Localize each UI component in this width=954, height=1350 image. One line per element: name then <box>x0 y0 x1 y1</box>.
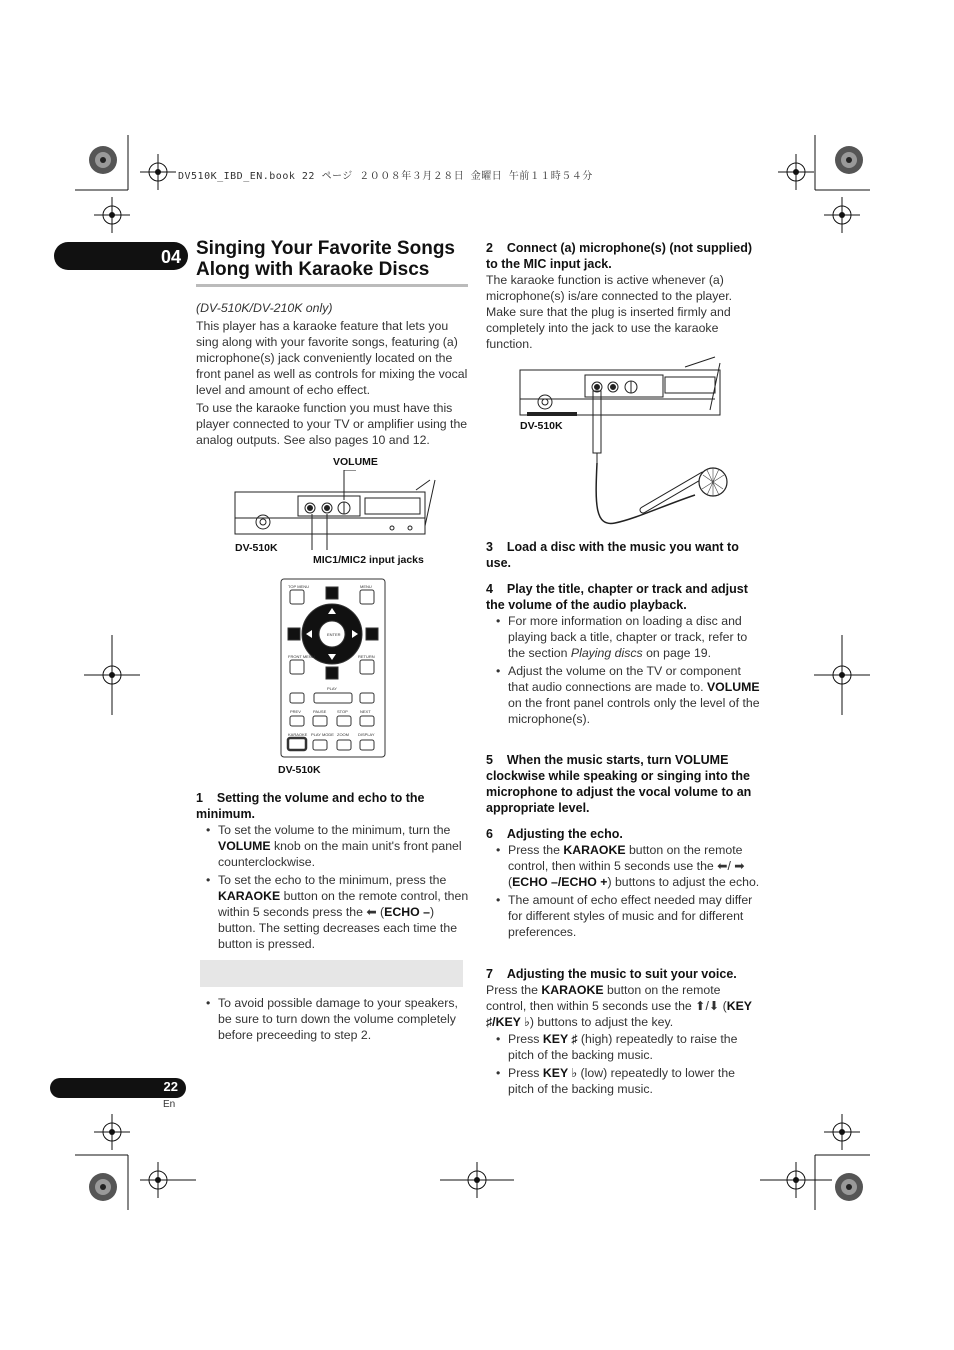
step-6-number: 6 <box>486 827 493 841</box>
step-2-number: 2 <box>486 241 493 255</box>
step-6-heading <box>486 826 758 842</box>
list-item: • The amount of echo effect needed may differ for different styles of music and for different preferences. <box>486 892 760 940</box>
step-3-title: Load a disc with the music you want to use. <box>486 540 739 570</box>
page-number: 22 <box>163 1079 178 1094</box>
list-item: • To set the volume to the minimum, turn the VOLUME knob on the main unit's front panel counterclockwise. <box>196 822 470 870</box>
step-4-title: Play the title, chapter or track and adjust the volume of the audio playback. <box>486 582 748 612</box>
front-panel-illustration <box>230 470 440 550</box>
intro-paragraph-1: This player has a karaoke feature that lets you sing along with your favorite songs, featuring (a) microphone(s) jack conveniently located on the front panel as well as controls for mixing the vocal level and amount of echo effect. <box>196 319 468 397</box>
mic-model-label: DV-510K <box>520 420 563 432</box>
step-1-bullets <box>196 822 470 954</box>
step-3-number: 3 <box>486 540 493 554</box>
page-title: Singing Your Favorite Songs Along with Karaoke Discs <box>196 238 455 280</box>
step-5-title: When the music starts, turn VOLUME clockwise while speaking or singing into the microphone to adjust the vocal volume to an appropriate level. <box>486 753 752 815</box>
remote-next-label: NEXT <box>360 709 371 714</box>
list-item: • Press KEY ♯ (high) repeatedly to raise the pitch of the backing music. <box>486 1031 760 1063</box>
step-2-heading <box>486 240 758 272</box>
remote-control-illustration <box>280 578 386 758</box>
page-number-tab <box>50 1078 186 1098</box>
step-4-heading <box>486 581 758 613</box>
step-2-title: Connect (a) microphone(s) (not supplied) to the MIC input jack. <box>486 241 752 271</box>
print-file-header: DV510K_IBD_EN.book 22 ページ ２００８年３月２８日 金曜日 午前１１時５４分 <box>178 171 593 182</box>
remote-zoom-label: ZOOM <box>337 732 349 737</box>
models-note: (DV-510K/DV-210K only) <box>196 301 333 315</box>
step-7-bullets <box>486 1031 760 1099</box>
title-divider <box>196 284 468 287</box>
caution-header-bar <box>200 960 463 987</box>
step-2-body: The karaoke function is active whenever (a) microphone(s) is/are connected to the player. Make sure that the plug is inserted firmly and completely into the jack to use the karaoke function. <box>486 273 733 351</box>
list-item: • To set the echo to the minimum, press the KARAOKE button on the remote control, then within 5 seconds press the ⬅ (ECHO –) button. The setting decreases each time the button is pressed. <box>196 872 470 952</box>
remote-play-mode-label: PLAY MODE <box>311 732 334 737</box>
chapter-tab <box>54 242 188 270</box>
list-item: • For more information on loading a disc and playing back a title, chapter or track, refer to the section Playing discs on page 19. <box>486 613 760 661</box>
step-7-number: 7 <box>486 967 493 981</box>
step-5-number: 5 <box>486 753 493 767</box>
remote-play-label: PLAY <box>327 686 337 691</box>
remote-pause-label: PAUSE <box>313 709 327 714</box>
step-6-title: Adjusting the echo. <box>506 827 623 841</box>
remote-karaoke-label: KARAOKE <box>288 732 308 737</box>
intro-paragraph-2: To use the karaoke function you must have this player connected to your TV or amplifier using the analog outputs. See also pages 10 and 12. <box>196 401 468 447</box>
remote-model-label: DV-510K <box>278 764 321 776</box>
step-7-heading <box>486 966 758 982</box>
model-label: DV-510K <box>235 542 278 554</box>
step-4-number: 4 <box>486 582 493 596</box>
volume-callout: VOLUME <box>333 456 378 468</box>
step-1-number: 1 <box>196 791 203 805</box>
step-7-title: Adjusting the music to suit your voice. <box>506 967 737 981</box>
remote-return-label: RETURN <box>358 654 375 659</box>
step-4-bullets <box>486 613 760 729</box>
step-7-body: Press the KARAOKE button on the remote control, then within 5 seconds use the ⬆/⬇ (KEY ♯/KEY ♭) buttons to adjust the key. <box>486 983 752 1029</box>
remote-stop-label: STOP <box>337 709 348 714</box>
list-item: • Adjust the volume on the TV or component that audio connections are made to. VOLUME on the front panel controls only the level of the microphone(s). <box>486 663 760 727</box>
remote-display-label: DISPLAY <box>358 732 375 737</box>
list-item: • Press the KARAOKE button on the remote control, then within 5 seconds use the ⬅/ ➡ (ECHO –/ECHO +) buttons to adjust the echo. <box>486 842 760 890</box>
remote-enter-label: ENTER <box>327 632 341 637</box>
list-item: • Press KEY ♭ (low) repeatedly to lower the pitch of the backing music. <box>486 1065 760 1097</box>
mic-jacks-callout: MIC1/MIC2 input jacks <box>313 554 424 566</box>
remote-top-menu-label: TOP MENU <box>288 584 309 589</box>
step-3-heading <box>486 539 758 571</box>
caution-bullets <box>196 995 470 1045</box>
remote-prev-label: PREV <box>290 709 301 714</box>
remote-front-menu-label: FRONT MENU <box>288 654 315 659</box>
step-6-bullets <box>486 842 760 942</box>
step-1-title: Setting the volume and echo to the minimum. <box>196 791 425 821</box>
step-1-heading <box>196 790 468 822</box>
page-language: En <box>163 1099 176 1110</box>
microphone-connection-illustration <box>515 355 730 530</box>
chapter-number: 04 <box>160 247 182 267</box>
remote-menu-label: MENU <box>360 584 372 589</box>
list-item: • To avoid possible damage to your speakers, be sure to turn down the volume completely before preceeding to step 2. <box>196 995 470 1043</box>
step-5-heading <box>486 752 760 816</box>
